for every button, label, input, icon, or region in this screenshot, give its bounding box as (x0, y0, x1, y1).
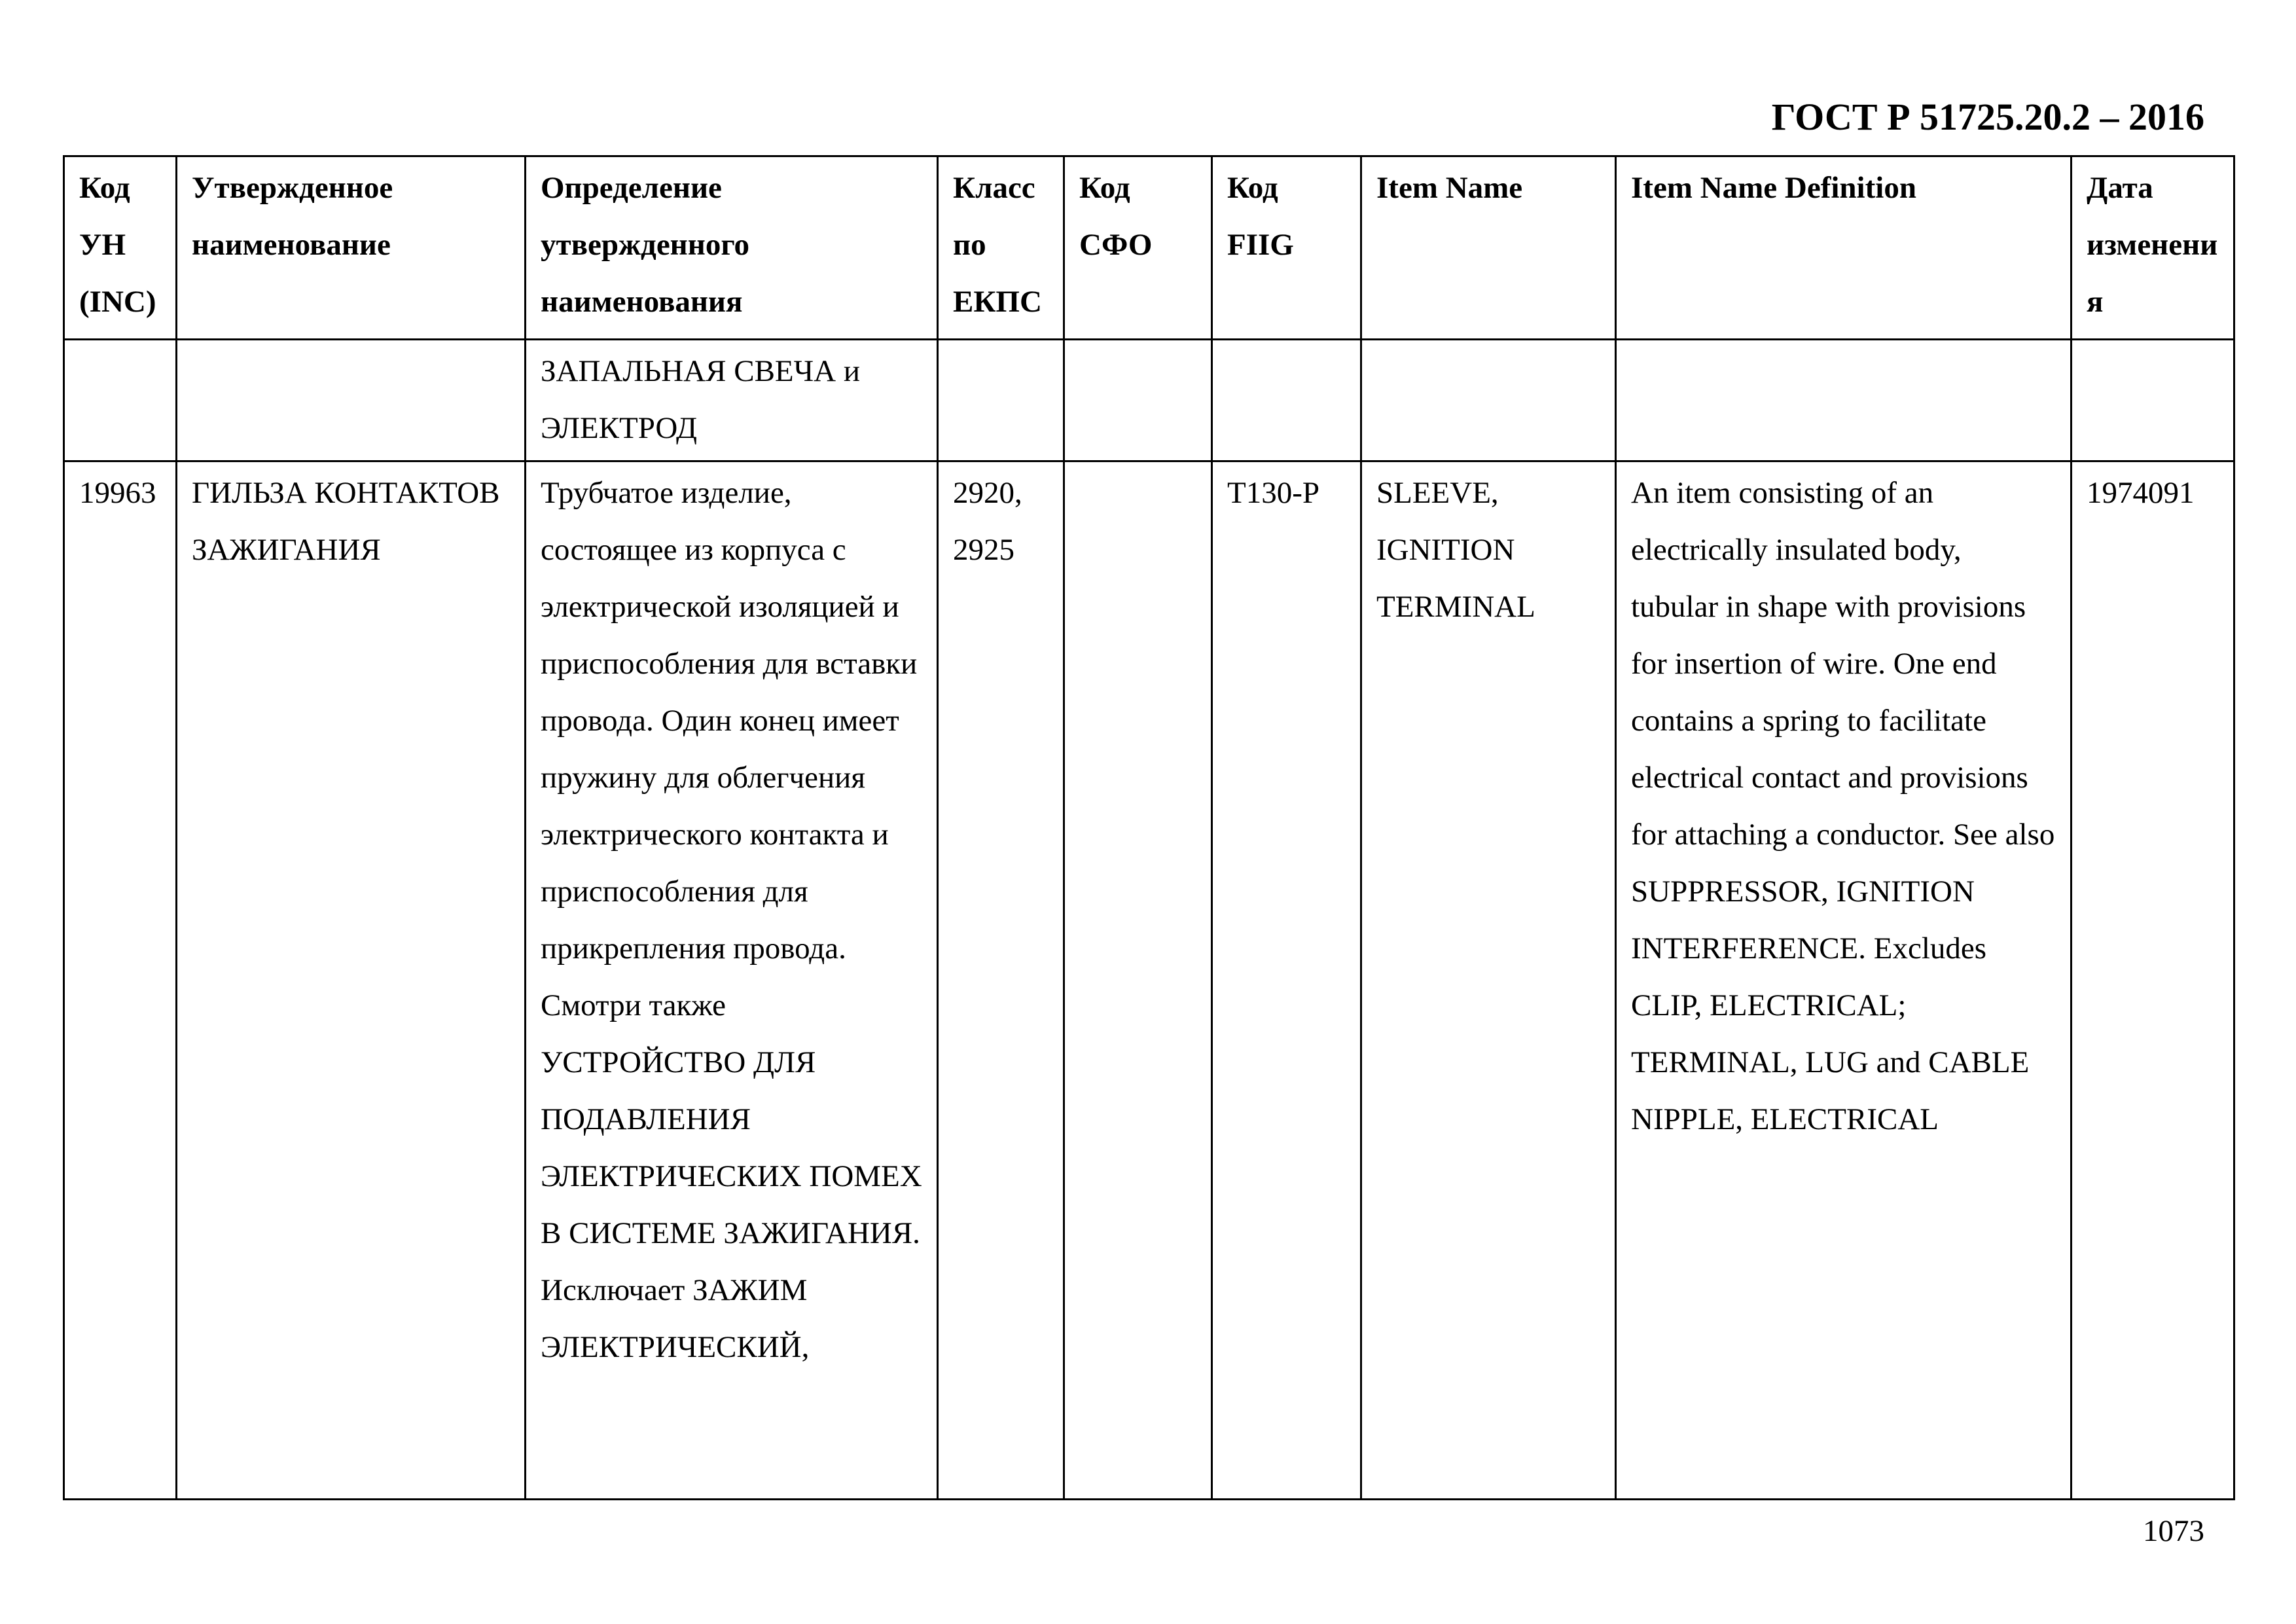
header-fiig: Код FIIG (1212, 156, 1361, 340)
header-approved-name: Утвержденное наименование (177, 156, 526, 340)
cell-class (938, 340, 1064, 461)
cell-inc (64, 340, 177, 461)
cell-approved-name (177, 340, 526, 461)
table-header-row (64, 156, 2234, 340)
item-name-table (63, 155, 2235, 1500)
cell-definition: ЗАПАЛЬНАЯ СВЕЧА и ЭЛЕКТРОД (526, 340, 938, 461)
cell-class: 2920, 2925 (938, 461, 1064, 1500)
cell-item-name-definition: An item consisting of an electrically insulated body, tubular in shape with provisions for insertion of wire. One end contains a spring to facilitate electrical contact and provisions for attaching a conductor. See also SUPPRESSOR, IGNITION INTERFERENCE. Excludes CLIP, ELECTRICAL; TERMINAL, LUG and CABLE NIPPLE, ELECTRICAL (1616, 461, 2072, 1500)
document-code: ГОСТ Р 51725.20.2 – 2016 (1771, 96, 2204, 138)
cell-definition: Трубчатое изделие, состоящее из корпуса с электрической изоляцией и приспособления для вставки провода. Один конец имеет пружину для облегчения электрического контакта и приспособления для прикрепления провода. Смотри также УСТРОЙСТВО ДЛЯ ПОДАВЛЕНИЯ ЭЛЕКТРИЧЕСКИХ ПОМЕХ В СИСТЕМЕ ЗАЖИГАНИЯ. Исключает ЗАЖИМ ЭЛЕКТРИЧЕСКИЙ, (526, 461, 938, 1500)
cell-approved-name: ГИЛЬЗА КОНТАКТОВ ЗАЖИГАНИЯ (177, 461, 526, 1500)
cell-item-name (1361, 340, 1616, 461)
header-date: Дата изменения (2072, 156, 2234, 340)
page-number: 1073 (2143, 1514, 2204, 1548)
cell-date: 1974091 (2072, 461, 2234, 1500)
cell-item-name-definition (1616, 340, 2072, 461)
header-class: Класс по ЕКПС (938, 156, 1064, 340)
header-definition: Определение утвержденного наименования (526, 156, 938, 340)
header-item-name-definition: Item Name Definition (1616, 156, 2072, 340)
header-inc: Код УН (INC) (64, 156, 177, 340)
cell-fiig: T130-P (1212, 461, 1361, 1500)
cell-sfo (1064, 461, 1212, 1500)
cell-inc: 19963 (64, 461, 177, 1500)
table-row-continuation (64, 340, 2234, 461)
cell-fiig (1212, 340, 1361, 461)
header-item-name: Item Name (1361, 156, 1616, 340)
cell-sfo (1064, 340, 1212, 461)
header-sfo: Код СФО (1064, 156, 1212, 340)
cell-date (2072, 340, 2234, 461)
cell-item-name: SLEEVE, IGNITION TERMINAL (1361, 461, 1616, 1500)
table-row (64, 461, 2234, 1500)
